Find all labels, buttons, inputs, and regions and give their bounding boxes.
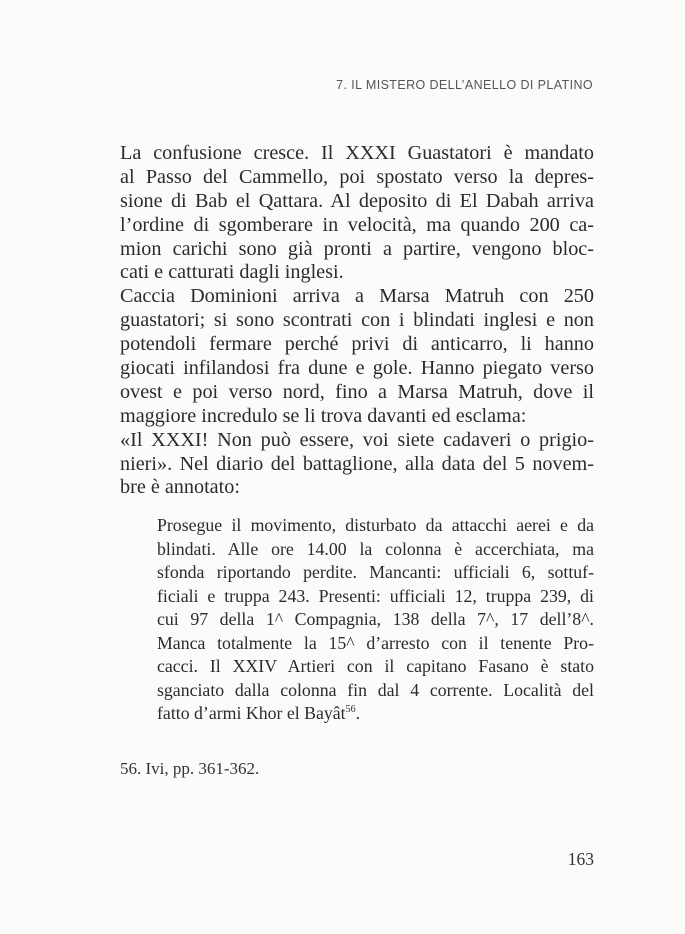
running-head: 7. IL MISTERO DELL’ANELLO DI PLATINO [336,78,593,92]
body-line: maggiore incredulo se li trova davanti ed esclama: [120,404,527,427]
body-line: La confusione cresce. Il XXXI Guastatori è mandato [120,142,594,164]
body-line: ovest e poi verso nord, fino a Marsa Matruh, dove il [120,380,594,403]
body-line: nieri». Nel diario del battaglione, alla data del 5 novem- [120,452,594,475]
body-line: cati e catturati dagli inglesi. [120,261,344,284]
quote-line: blindati. Alle ore 14.00 la colonna è accerchiata, ma [157,538,594,559]
block-quote [157,514,594,726]
quote-line: Manca totalmente la 15^ d’arresto con il tenente Pro- [157,632,594,653]
page-number: 163 [567,849,594,869]
quote-line: cui 97 della 1^ Compagnia, 138 della 7^, 17 dell’8^. [157,609,594,629]
quote-line-text: fatto d’armi Khor el Bayât [157,703,346,723]
body-line: guastatori; si sono scontrati con i blindati inglesi e non [120,309,594,332]
body-line: bre è annotato: [120,476,240,499]
body-line: l’ordine di sgomberare in velocità, ma quando 200 ca- [120,213,594,236]
body-line: mion carichi sono già pronti a partire, vengono bloc- [120,237,594,260]
body-line: sione di Bab el Qattara. Al deposito di El Dabah arriva [120,189,594,212]
quote-line: cacci. Il XXIV Artieri con il capitano Fasano è stato [157,656,594,676]
quote-last-line [157,702,594,726]
footnote-reference[interactable]: 56 [345,704,356,715]
quote-line: Prosegue il movimento, disturbato da attacchi aerei e da [157,515,594,535]
footnote: 56. Ivi, pp. 361-362. [120,759,260,778]
body-line: «Il XXXI! Non può essere, voi siete cadaveri o prigio- [120,428,594,451]
quote-end-punctuation: . [355,703,361,723]
quote-line: ficiali e truppa 243. Presenti: ufficiali 12, truppa 239, di [157,585,594,606]
body-line: potendoli fermare perché privi di anticarro, li hanno [120,333,594,356]
body-line: Caccia Dominioni arriva a Marsa Matruh con 250 [120,285,594,308]
body-line: giocati infilandosi fra dune e gole. Hanno piegato verso [120,357,594,380]
quote-line: sfonda riportando perdite. Mancanti: ufficiali 6, sottuf- [157,562,594,582]
body-line: al Passo del Cammello, poi spostato verso la depres- [120,165,594,188]
quote-line: sganciato dalla colonna fin dal 4 corrente. Località del [157,679,594,700]
body-paragraphs [120,142,594,500]
